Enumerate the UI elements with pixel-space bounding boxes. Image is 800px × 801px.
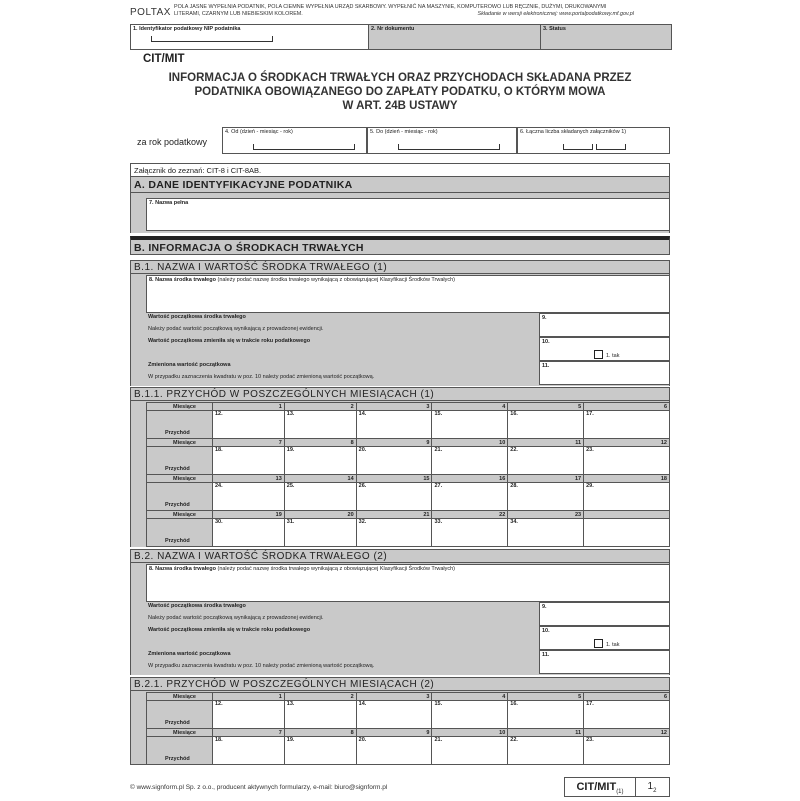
month-number: 12 [584, 439, 670, 447]
b1-changed-value-desc [146, 361, 539, 385]
brand-poltax: POLTAX [130, 7, 171, 18]
month-number: 9 [356, 439, 432, 447]
revenue-input[interactable]: 17. [584, 411, 670, 439]
footer-form-sub: (1) [616, 789, 624, 796]
b2-field9-label: 9. [542, 604, 547, 610]
revenue-input[interactable]: 21. [432, 737, 508, 765]
month-number: 10 [432, 729, 508, 737]
months-header-row [147, 403, 670, 411]
revenue-label: Przychód [147, 737, 213, 765]
revenue-input[interactable]: 15. [432, 701, 508, 729]
b2-initial-value-note: Należy podać wartość początkową wynikającą z prowadzonej ewidencji. [148, 615, 324, 621]
instructions-text: POLA JASNE WYPEŁNIA PODATNIK, POLA CIEMNE WYPEŁNIA URZĄD SKARBOWY. WYPEŁNIĆ NA MASZYNIE, KOMPUTEROWO LUB RĘCZNIE, DUŻYMI, DRUKOWANYMI LITERAMI, CZARNYM LUB NIEBIESKIM KOLOREM. [174, 4, 607, 17]
month-number: 7 [212, 729, 284, 737]
b2-initial-value-label: Wartość początkowa środka trwałego [148, 603, 246, 609]
revenue-input[interactable]: 23. [584, 737, 670, 765]
form-title-line1: INFORMACJA O ŚRODKACH TRWAŁYCH ORAZ PRZYCHODACH SKŁADANA PRZEZ [168, 72, 632, 84]
period-fields [222, 127, 670, 154]
revenue-row [147, 483, 670, 511]
months-label: Miesiące [147, 403, 213, 411]
b2-changed-value-note: W przypadku zaznaczenia kwadratu w poz. 10 należy podać zmienioną wartość początkową. [148, 663, 375, 669]
revenue-input[interactable]: 12. [212, 701, 284, 729]
period-from-field[interactable] [222, 127, 367, 154]
b2-yes-label: 1. tak [606, 642, 620, 648]
revenue-input[interactable]: 22. [508, 737, 584, 765]
revenue-label: Przychód [147, 519, 213, 547]
month-number [584, 511, 670, 519]
revenue-input[interactable]: 31. [284, 519, 356, 547]
month-number: 5 [508, 403, 584, 411]
page-total: 2 [653, 788, 657, 794]
b1-field11-label: 11. [542, 363, 550, 369]
b1-changed-value-note: W przypadku zaznaczenia kwadratu w poz. 10 należy podać zmienioną wartość początkową. [148, 374, 375, 380]
revenue-input[interactable]: 13. [284, 411, 356, 439]
revenue-input[interactable]: 12. [212, 411, 284, 439]
month-number: 18 [584, 475, 670, 483]
b1-changed-desc: Wartość początkowa zmieniła się w trakcie roku podatkowego [148, 338, 311, 344]
full-name-label: 7. Nazwa pełna [149, 200, 189, 206]
b1-changed-field [539, 337, 670, 361]
attachments-count-label: 6. Łączna liczba składanych załączników 1) [520, 129, 627, 135]
b1-changed-value-input[interactable] [539, 361, 670, 385]
nip-label: 1. Identyfikator podatkowy NIP podatnika [133, 26, 241, 32]
b2-initial-value-desc [146, 602, 539, 626]
revenue-row [147, 411, 670, 439]
attachments-count-field[interactable] [517, 127, 670, 154]
full-name-field[interactable] [146, 198, 670, 231]
fill-instructions [174, 4, 634, 17]
month-number: 3 [356, 693, 432, 701]
month-number: 14 [284, 475, 356, 483]
month-number: 16 [432, 475, 508, 483]
revenue-label: Przychód [147, 483, 213, 511]
months-header-row [147, 475, 670, 483]
revenue-label: Przychód [147, 701, 213, 729]
nip-field[interactable] [131, 25, 369, 49]
month-number: 4 [432, 403, 508, 411]
revenue-row [147, 447, 670, 475]
revenue-input[interactable]: 28. [508, 483, 584, 511]
month-number: 9 [356, 729, 432, 737]
b1-field9-label: 9. [542, 315, 547, 321]
b1-asset-name-label: 8. Nazwa środka trwałego [149, 277, 216, 283]
form-title-line2: PODATNIKA OBOWIĄZANEGO DO ZAPŁATY PODATKU, O KTÓRYM MOWA [194, 86, 606, 98]
header-fields [130, 24, 672, 50]
form-title [150, 71, 650, 113]
month-number: 8 [284, 729, 356, 737]
month-number: 17 [508, 475, 584, 483]
month-number: 15 [356, 475, 432, 483]
b2-heading: B.2. NAZWA I WARTOŚĆ ŚRODKA TRWAŁEGO (2) [130, 549, 670, 563]
month-number: 6 [584, 403, 670, 411]
month-number: 5 [508, 693, 584, 701]
doc-number-label: 2. Nr dokumentu [371, 26, 415, 32]
revenue-input[interactable]: 27. [432, 483, 508, 511]
form-code: CIT/MIT [143, 53, 185, 65]
status-label: 3. Status [543, 26, 566, 32]
period-from-boxes [253, 144, 355, 150]
b1-initial-value-input[interactable] [539, 313, 670, 337]
month-number: 22 [432, 511, 508, 519]
month-number: 2 [284, 693, 356, 701]
month-number: 7 [212, 439, 284, 447]
months-header-row [147, 693, 670, 701]
b11-revenue-table [146, 402, 670, 547]
months-label: Miesiące [147, 693, 213, 701]
revenue-input[interactable]: 19. [284, 737, 356, 765]
empty-cell [584, 519, 670, 547]
b21-revenue-table [146, 692, 670, 765]
revenue-label: Przychód [147, 411, 213, 439]
revenue-input[interactable]: 16. [508, 411, 584, 439]
b2-changed-checkbox[interactable] [594, 639, 603, 648]
revenue-input[interactable]: 15. [432, 411, 508, 439]
month-number: 12 [584, 729, 670, 737]
b2-initial-value-input[interactable] [539, 602, 670, 626]
footer-producer: © www.signform.pl Sp. z o.o., producent aktywnych formularzy, e-mail: biuro@signform.pl [130, 784, 388, 791]
revenue-input[interactable]: 25. [284, 483, 356, 511]
period-to-boxes [398, 144, 500, 150]
b1-initial-value-label: Wartość początkowa środka trwałego [148, 314, 246, 320]
month-number: 21 [356, 511, 432, 519]
month-number: 20 [284, 511, 356, 519]
revenue-input[interactable]: 18. [212, 447, 284, 475]
attachment-note: Załącznik do zeznań: CIT-8 i CIT-8AB. [130, 163, 670, 176]
revenue-row [147, 737, 670, 765]
attachments-box-b [596, 144, 626, 150]
months-header-row [147, 729, 670, 737]
month-number: 11 [508, 729, 584, 737]
b1-changed-value-label: Zmieniona wartość początkowa [148, 362, 231, 368]
b1-yes-label: 1. tak [606, 353, 620, 359]
b1-asset-name-hint: (należy podać nazwę środka trwałego wynikającą z obowiązującej Klasyfikacji Środków Trwałych) [215, 277, 456, 283]
b11-heading: B.1.1. PRZYCHÓD W POSZCZEGÓLNYCH MIESIĄCACH (1) [130, 387, 670, 401]
revenue-input[interactable]: 14. [356, 701, 432, 729]
month-number: 1 [212, 403, 284, 411]
b2-changed-value-desc [146, 650, 539, 674]
nip-boxes [151, 36, 273, 42]
months-label: Miesiące [147, 511, 213, 519]
month-number: 13 [212, 475, 284, 483]
revenue-input[interactable]: 21. [432, 447, 508, 475]
b21-heading: B.2.1. PRZYCHÓD W POSZCZEGÓLNYCH MIESIĄCACH (2) [130, 677, 670, 691]
b2-changed-field [539, 626, 670, 650]
months-label: Miesiące [147, 475, 213, 483]
months-label: Miesiące [147, 439, 213, 447]
month-number: 19 [212, 511, 284, 519]
revenue-input[interactable]: 20. [356, 447, 432, 475]
b2-asset-name-hint: (należy podać nazwę środka trwałego wynikającą z obowiązującej Klasyfikacji Środków Trwałych) [215, 566, 456, 572]
revenue-input[interactable]: 19. [284, 447, 356, 475]
period-from-label: 4. Od (dzień - miesiąc - rok) [225, 129, 293, 135]
b2-asset-name-label: 8. Nazwa środka trwałego [149, 566, 216, 572]
months-label: Miesiące [147, 729, 213, 737]
revenue-input[interactable]: 13. [284, 701, 356, 729]
electronic-note: Składanie w wersji elektronicznej: www.portalpodatkowy.mf.gov.pl [477, 10, 634, 17]
period-to-field[interactable] [367, 127, 517, 154]
b1-initial-value-desc [146, 313, 539, 337]
b2-changed-desc: Wartość początkowa zmieniła się w trakcie roku podatkowego [148, 627, 311, 633]
month-number: 10 [432, 439, 508, 447]
b2-changed-value-label: Zmieniona wartość początkowa [148, 651, 231, 657]
month-number: 23 [508, 511, 584, 519]
revenue-input[interactable]: 23. [584, 447, 670, 475]
revenue-input[interactable]: 34. [508, 519, 584, 547]
b1-asset-name-field[interactable] [146, 275, 670, 313]
month-number: 8 [284, 439, 356, 447]
section-a-heading: A. DANE IDENTYFIKACYJNE PODATNIKA [130, 176, 670, 193]
b1-initial-value-note: Należy podać wartość początkową wynikającą z prowadzonej ewidencji. [148, 326, 324, 332]
months-header-row [147, 511, 670, 519]
month-number: 1 [212, 693, 284, 701]
b1-heading: B.1. NAZWA I WARTOŚĆ ŚRODKA TRWAŁEGO (1) [130, 260, 670, 274]
revenue-input[interactable]: 24. [212, 483, 284, 511]
b1-changed-checkbox[interactable] [594, 350, 603, 359]
revenue-row [147, 519, 670, 547]
revenue-input[interactable]: 18. [212, 737, 284, 765]
form-title-line3: W ART. 24B USTAWY [342, 100, 458, 112]
revenue-label: Przychód [147, 447, 213, 475]
b2-field10-label: 10. [542, 628, 550, 634]
month-number: 6 [584, 693, 670, 701]
month-number: 2 [284, 403, 356, 411]
revenue-input[interactable]: 17. [584, 701, 670, 729]
month-number: 11 [508, 439, 584, 447]
attachments-box-a [563, 144, 593, 150]
revenue-input[interactable]: 14. [356, 411, 432, 439]
b1-field10-label: 10. [542, 339, 550, 345]
page-number [637, 778, 667, 796]
footer-form-code-text: CIT/MIT [576, 781, 617, 793]
b2-changed-value-input[interactable] [539, 650, 670, 674]
month-number: 3 [356, 403, 432, 411]
revenue-input[interactable]: 33. [432, 519, 508, 547]
months-header-row [147, 439, 670, 447]
period-to-label: 5. Do (dzień - miesiąc - rok) [370, 129, 438, 135]
revenue-input[interactable]: 30. [212, 519, 284, 547]
period-label: za rok podatkowy [137, 137, 208, 147]
revenue-input[interactable]: 20. [356, 737, 432, 765]
revenue-input[interactable]: 22. [508, 447, 584, 475]
footer-form-code [565, 778, 636, 796]
b2-asset-name-field[interactable] [146, 564, 670, 602]
revenue-input[interactable]: 26. [356, 483, 432, 511]
revenue-input[interactable]: 16. [508, 701, 584, 729]
page-indicator [564, 777, 670, 797]
month-number: 4 [432, 693, 508, 701]
revenue-input[interactable]: 32. [356, 519, 432, 547]
doc-number-field [369, 25, 541, 49]
revenue-row [147, 701, 670, 729]
section-b-heading: B. INFORMACJA O ŚRODKACH TRWAŁYCH [130, 236, 670, 255]
b2-field11-label: 11. [542, 652, 550, 658]
page-current: 1 [647, 781, 654, 792]
status-field [541, 25, 671, 49]
revenue-input[interactable]: 29. [584, 483, 670, 511]
